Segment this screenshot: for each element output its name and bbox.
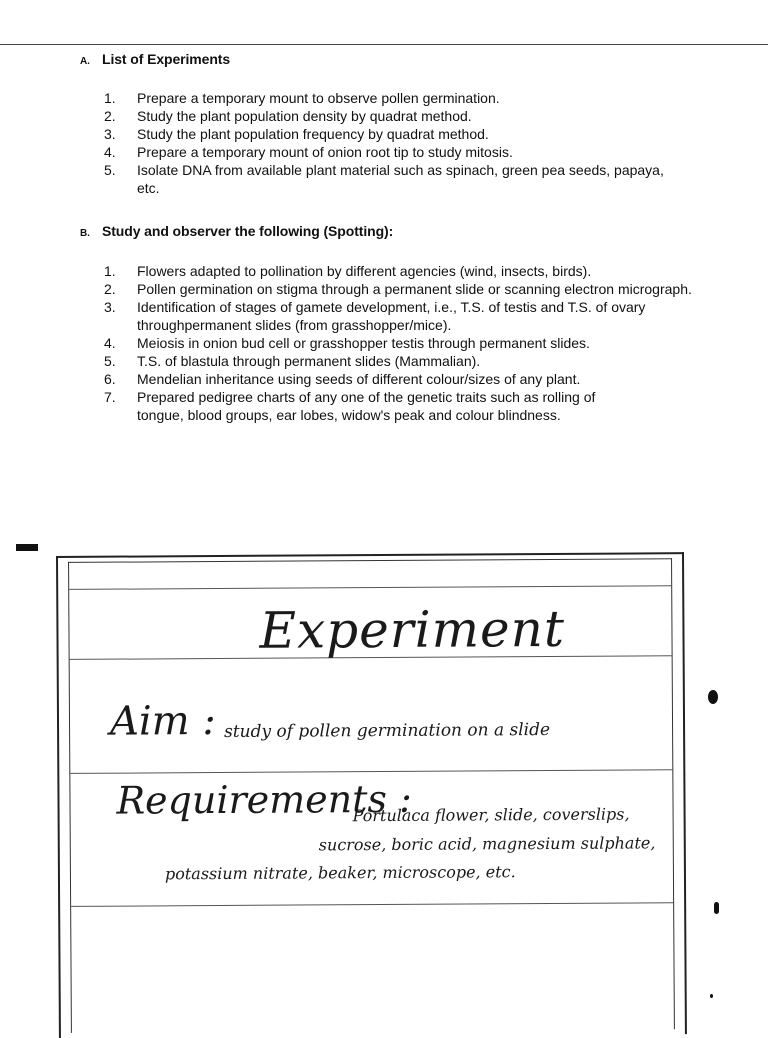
edge-mark bbox=[710, 994, 713, 998]
item-number: 3. bbox=[104, 299, 116, 315]
item-text: Prepare a temporary mount of onion root tip to study mitosis. bbox=[137, 144, 513, 160]
section-b-heading bbox=[80, 223, 393, 239]
item-number: 2. bbox=[104, 281, 116, 297]
section-b-letter: B. bbox=[80, 228, 90, 239]
aim-text: study of pollen germination on a slide bbox=[224, 719, 551, 742]
ruled-line bbox=[69, 585, 671, 590]
list-item bbox=[104, 298, 657, 334]
item-text: Study the plant population density by quadrat method. bbox=[137, 108, 472, 124]
section-a-letter: A. bbox=[80, 56, 90, 67]
list-item bbox=[104, 143, 684, 161]
list-item bbox=[104, 388, 627, 424]
aim-label: Aim : bbox=[109, 698, 216, 745]
ruled-line bbox=[70, 769, 672, 774]
item-text: Isolate DNA from available plant material such as spinach, green pea seeds, papaya, etc. bbox=[137, 162, 664, 196]
item-text: Study the plant population frequency by quadrat method. bbox=[137, 126, 489, 142]
requirements-text: sucrose, boric acid, magnesium sulphate, bbox=[318, 833, 656, 855]
section-a-heading bbox=[80, 51, 230, 67]
item-number: 2. bbox=[104, 108, 116, 124]
item-number: 5. bbox=[104, 162, 116, 178]
item-text: Prepare a temporary mount to observe pollen germination. bbox=[137, 90, 500, 106]
list-item bbox=[104, 370, 718, 388]
item-number: 4. bbox=[104, 335, 116, 351]
ruled-line bbox=[71, 902, 673, 907]
list-item bbox=[104, 280, 718, 298]
notebook-frame bbox=[68, 558, 675, 1033]
item-text: Mendelian inheritance using seeds of different colour/sizes of any plant. bbox=[137, 371, 581, 387]
item-number: 4. bbox=[104, 144, 116, 160]
experiment-list bbox=[104, 89, 684, 197]
item-number: 7. bbox=[104, 389, 116, 405]
section-a-title: List of Experiments bbox=[102, 51, 231, 67]
item-number: 1. bbox=[104, 263, 116, 279]
list-item bbox=[104, 262, 718, 280]
item-text: Prepared pedigree charts of any one of the genetic traits such as rolling of tongue, blood groups, ear lobes, widow's peak and colour blindness. bbox=[137, 389, 596, 423]
margin-marker bbox=[16, 544, 38, 551]
list-item bbox=[104, 334, 718, 352]
item-number: 3. bbox=[104, 126, 116, 142]
item-text: Pollen germination on stigma through a permanent slide or scanning electron micrograph. bbox=[137, 281, 692, 297]
requirements-text: Portulaca flower, slide, coverslips, bbox=[352, 804, 630, 826]
item-number: 6. bbox=[104, 371, 116, 387]
item-text: Identification of stages of gamete development, i.e., T.S. of testis and T.S. of ovary throughpermanent slides (from grasshopper/mice). bbox=[137, 299, 646, 333]
notebook-page bbox=[56, 552, 687, 1038]
section-b-title: Study and observer the following (Spotting): bbox=[102, 223, 394, 239]
spotting-list bbox=[104, 262, 718, 424]
item-text: T.S. of blastula through permanent slides (Mammalian). bbox=[137, 353, 481, 369]
item-number: 5. bbox=[104, 353, 116, 369]
edge-mark bbox=[714, 902, 719, 914]
list-item bbox=[104, 89, 684, 107]
list-item bbox=[104, 352, 718, 370]
top-divider bbox=[0, 44, 768, 45]
item-text: Flowers adapted to pollination by different agencies (wind, insects, birds). bbox=[137, 263, 592, 279]
list-item bbox=[104, 161, 684, 197]
edge-mark bbox=[708, 690, 718, 704]
requirements-text: potassium nitrate, beaker, microscope, etc. bbox=[164, 862, 516, 884]
handwritten-title: Experiment bbox=[259, 599, 566, 660]
list-item bbox=[104, 125, 684, 143]
item-number: 1. bbox=[104, 90, 116, 106]
requirements-label: Requirements : bbox=[116, 776, 412, 823]
item-text: Meiosis in onion bud cell or grasshopper testis through permanent slides. bbox=[137, 335, 590, 351]
list-item bbox=[104, 107, 684, 125]
